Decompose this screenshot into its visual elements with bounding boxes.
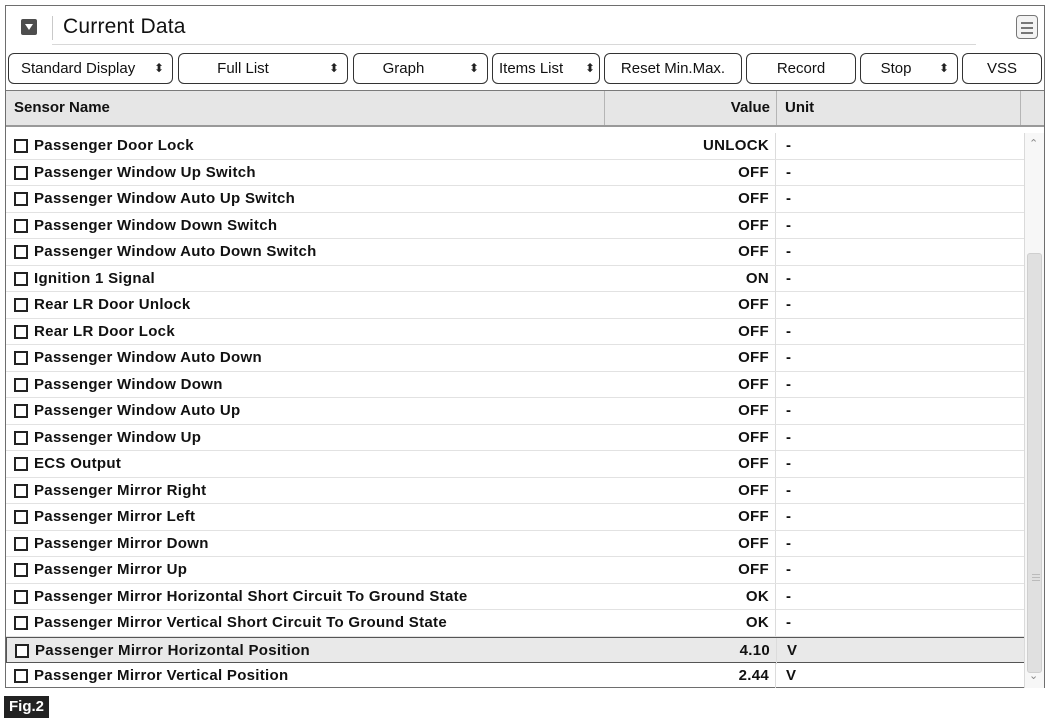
sensor-name-cell: Passenger Window Auto Up	[34, 402, 241, 419]
sensor-name-cell: Passenger Mirror Down	[34, 534, 209, 552]
full-list-select[interactable]	[178, 53, 348, 84]
table-row[interactable]	[6, 292, 1024, 319]
sensor-name-cell: Passenger Mirror Horizontal Short Circuit To Ground State	[34, 587, 468, 605]
unit-cell: -	[786, 190, 792, 207]
updown-arrows-icon: ⬍	[584, 61, 595, 75]
table-row[interactable]	[6, 345, 1024, 372]
updown-arrows-icon: ⬍	[153, 61, 164, 75]
table-row[interactable]	[6, 239, 1024, 266]
table-row[interactable]	[6, 319, 1024, 346]
table-row[interactable]	[6, 372, 1024, 399]
unit-cell: -	[786, 243, 792, 260]
value-cell: OFF	[604, 160, 776, 186]
value-cell: 2.44	[604, 663, 776, 688]
stop-select[interactable]	[860, 53, 958, 84]
row-checkbox[interactable]	[14, 272, 28, 286]
sensor-name-cell: Passenger Window Down	[34, 375, 223, 393]
row-checkbox[interactable]	[14, 510, 28, 524]
value-cell: OFF	[604, 372, 776, 398]
unit-cell: -	[786, 534, 792, 552]
table-row[interactable]	[6, 584, 1024, 611]
table-row[interactable]	[6, 425, 1024, 452]
sensor-name-cell: Passenger Window Down Switch	[34, 216, 278, 234]
value-cell: OFF	[604, 186, 776, 212]
sensor-name-cell: Passenger Window Up	[34, 428, 202, 446]
value-cell: UNLOCK	[604, 133, 776, 159]
value-cell: 4.10	[605, 638, 777, 664]
title-divider	[52, 16, 53, 40]
header-sensor-name[interactable]: Sensor Name	[14, 99, 110, 116]
value-cell: OFF	[604, 239, 776, 265]
vss-button[interactable]: VSS	[962, 53, 1042, 84]
row-checkbox[interactable]	[14, 139, 28, 153]
table-row[interactable]	[6, 398, 1024, 425]
graph-select[interactable]	[353, 53, 488, 84]
table-row[interactable]	[6, 504, 1024, 531]
value-cell: OFF	[604, 292, 776, 318]
updown-arrows-icon: ⬍	[938, 61, 949, 75]
value-cell: OK	[604, 584, 776, 610]
value-cell: OK	[604, 610, 776, 636]
sensor-name-cell: Passenger Mirror Vertical Short Circuit To Ground State	[34, 614, 447, 631]
unit-cell: -	[786, 481, 792, 499]
row-checkbox[interactable]	[14, 378, 28, 392]
sensor-name-cell: Passenger Mirror Vertical Position	[34, 667, 289, 684]
sensor-name-cell: Passenger Door Lock	[34, 137, 194, 154]
unit-cell: -	[786, 587, 792, 605]
value-cell: OFF	[604, 319, 776, 345]
row-checkbox[interactable]	[14, 590, 28, 604]
sensor-name-cell: Rear LR Door Lock	[34, 322, 175, 340]
value-cell: OFF	[604, 213, 776, 239]
row-checkbox[interactable]	[14, 298, 28, 312]
value-cell: OFF	[604, 398, 776, 424]
table-row[interactable]	[6, 133, 1024, 160]
row-checkbox[interactable]	[14, 404, 28, 418]
table-row[interactable]	[6, 531, 1024, 558]
items-list-label: Items List	[499, 60, 564, 77]
updown-arrows-icon: ⬍	[328, 61, 339, 75]
table-row[interactable]	[6, 610, 1024, 637]
row-checkbox[interactable]	[15, 644, 29, 658]
row-checkbox[interactable]	[14, 351, 28, 365]
full-list-label: Full List	[217, 60, 269, 77]
table-row[interactable]	[6, 266, 1024, 293]
value-cell: OFF	[604, 531, 776, 557]
unit-cell: -	[786, 296, 792, 313]
unit-cell: -	[786, 137, 792, 154]
record-button[interactable]: Record	[746, 53, 856, 84]
unit-cell: -	[786, 561, 792, 578]
value-cell: ON	[604, 266, 776, 292]
unit-cell: V	[786, 667, 797, 684]
sensor-name-cell: Passenger Mirror Up	[34, 561, 188, 578]
header-unit[interactable]: Unit	[776, 91, 1021, 125]
toolbar	[6, 53, 1044, 86]
sensor-name-cell: Passenger Mirror Left	[34, 508, 196, 525]
table-row[interactable]	[6, 160, 1024, 187]
table-row[interactable]	[6, 637, 1024, 664]
graph-label: Graph	[382, 60, 425, 77]
stop-label: Stop	[880, 60, 912, 77]
reset-min-max-button[interactable]: Reset Min.Max.	[604, 53, 742, 84]
title-underline	[52, 44, 976, 45]
value-cell: OFF	[604, 345, 776, 371]
sensor-name-cell: Passenger Window Auto Up Switch	[34, 190, 296, 207]
sensor-name-cell: Passenger Window Up Switch	[34, 163, 256, 181]
value-cell: OFF	[604, 425, 776, 451]
sensor-table	[6, 90, 1044, 687]
table-row[interactable]	[6, 557, 1024, 584]
table-row[interactable]	[6, 663, 1024, 688]
sensor-name-cell: Passenger Window Auto Down	[34, 349, 262, 366]
standard-display-label: Standard Display	[21, 60, 136, 77]
row-checkbox[interactable]	[14, 325, 28, 339]
header-value[interactable]: Value	[604, 91, 774, 125]
standard-display-select[interactable]	[8, 53, 173, 84]
items-list-select[interactable]	[492, 53, 600, 84]
panel-title: Current Data	[63, 15, 186, 38]
table-body	[6, 133, 1024, 688]
unit-cell: -	[786, 614, 792, 631]
unit-cell: -	[786, 269, 792, 287]
title-bar	[6, 6, 1044, 47]
vertical-scrollbar[interactable]	[1024, 133, 1044, 688]
row-checkbox[interactable]	[14, 537, 28, 551]
sensor-name-cell: Ignition 1 Signal	[34, 269, 155, 287]
row-checkbox[interactable]	[14, 669, 28, 683]
value-cell: OFF	[604, 478, 776, 504]
unit-cell: -	[786, 455, 792, 472]
unit-cell: -	[786, 163, 792, 181]
current-data-panel	[5, 5, 1045, 688]
row-checkbox[interactable]	[14, 166, 28, 180]
unit-cell: -	[786, 216, 792, 234]
unit-cell: -	[786, 402, 792, 419]
sensor-name-cell: Passenger Mirror Horizontal Position	[35, 641, 311, 659]
figure-caption: Fig.2	[4, 696, 49, 718]
value-cell: OFF	[604, 451, 776, 477]
table-row[interactable]	[6, 451, 1024, 478]
row-checkbox[interactable]	[14, 192, 28, 206]
scroll-up-icon[interactable]: ⌃	[1029, 138, 1039, 150]
unit-cell: -	[786, 322, 792, 340]
unit-cell: -	[786, 375, 792, 393]
value-cell: OFF	[604, 504, 776, 530]
menu-icon[interactable]	[1016, 15, 1038, 39]
unit-cell: -	[786, 349, 792, 366]
table-row[interactable]	[6, 186, 1024, 213]
unit-cell: -	[786, 428, 792, 446]
row-checkbox[interactable]	[14, 431, 28, 445]
sensor-name-cell: Passenger Window Auto Down Switch	[34, 243, 317, 260]
sensor-name-cell: Rear LR Door Unlock	[34, 296, 191, 313]
row-checkbox[interactable]	[14, 219, 28, 233]
row-checkbox[interactable]	[14, 563, 28, 577]
row-checkbox[interactable]	[14, 616, 28, 630]
unit-cell: -	[786, 508, 792, 525]
row-checkbox[interactable]	[14, 484, 28, 498]
row-checkbox[interactable]	[14, 245, 28, 259]
row-checkbox[interactable]	[14, 457, 28, 471]
updown-arrows-icon: ⬍	[468, 61, 479, 75]
unit-cell: V	[787, 641, 798, 659]
scroll-down-icon[interactable]: ⌄	[1029, 670, 1039, 682]
sensor-name-cell: Passenger Mirror Right	[34, 481, 207, 499]
collapse-down-icon[interactable]	[21, 19, 37, 35]
sensor-name-cell: ECS Output	[34, 455, 122, 472]
grip-icon	[1032, 574, 1040, 583]
scrollbar-thumb[interactable]	[1027, 253, 1042, 673]
value-cell: OFF	[604, 557, 776, 583]
table-row[interactable]	[6, 478, 1024, 505]
table-header	[6, 91, 1044, 127]
table-row[interactable]	[6, 213, 1024, 240]
